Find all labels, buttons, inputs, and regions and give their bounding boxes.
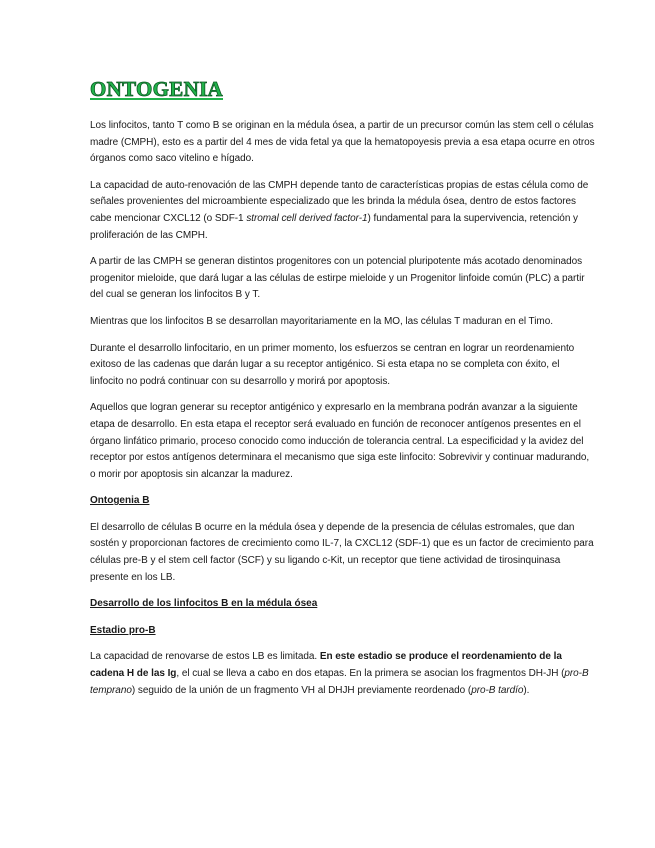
sdf1-term: stromal cell derived factor-1 [246,212,368,224]
paragraph-pro-b-text-2: , el cual se lleva a cabo en dos etapas. En la primera se asocian los fragmentos DH-JH ( [176,668,565,680]
section-heading-ontogenia-b: Ontogenia B [90,495,150,507]
paragraph-pro-b [90,649,595,699]
paragraph-self-renewal [90,178,595,244]
paragraph-pro-b-text-4: ). [523,684,530,696]
paragraph-progenitors: A partir de las CMPH se generan distintos progenitores con un potencial pluripotente más acotado denominados progenitor mieloide, que dará lugar a las células de estirpe mieloide y un Progenitor linfoide común (PLC) a partir del cual se generan los linfocitos B y T. [90,256,585,301]
paragraph-pro-b-text-3: ) seguido de la unión de un fragmento VH al DHJH previamente reordenado ( [131,684,472,696]
paragraph-self-renewal-text-1: La capacidad de auto-renovación de las CMPH depende tanto de características propias de estas célula como de señales provenientes del microambiente especializado que les brinda la médula ósea, dentro de estos factores cabe mencionar CXCL12 (o SDF-1 [90,179,589,224]
section-heading-b-bone-marrow: Desarrollo de los linfocitos B en la médula ósea [90,598,318,610]
section-heading-pro-b: Estadio pro-B [90,624,156,636]
pro-b-early-term: pro-B temprano [90,668,589,696]
paragraph-rearrangement: Durante el desarrollo linfocitario, en un primer momento, los esfuerzos se centran en lograr un reordenamiento exitoso de las cadenas que darán lugar a su receptor antigénico. Si esta etapa no se completa con éxito, el linfocito no podrá continuar con su desarrollo y morirá por apoptosis. [90,342,575,387]
paragraph-tolerance: Aquellos que logran generar su receptor antigénico y expresarlo en la membrana podrán avanzar a la siguiente etapa de desarrollo. En esta etapa el receptor será evaluado en función de reconocer antígenos presentes en el órgano linfático primario, proceso conocido como inducción de tolerancia central. La especificidad y la avidez del receptor por estos antígenos determinara el mecanismo que siga este linfocito: Sobrevivir y continuar madurando, o morir por apoptosis sin alcanzar la madurez. [90,402,590,480]
page-title: ONTOGENIA [90,77,224,101]
pro-b-late-term: pro-B tardío [471,684,524,696]
paragraph-b-development: El desarrollo de células B ocurre en la médula ósea y depende de la presencia de células estromales, que dan sostén y proporcionan factores de crecimiento como IL-7, la CXCL12 (SDF-1) que es un factor de crecimiento para células pre-B y el stem cell factor (SCF) y su ligando c-Kit, un receptor que tiene actividad de tirosinquinasa presente en los LB. [90,521,594,583]
paragraph-self-renewal-text-2: ) fundamental para la supervivencia, retención y proliferación de las CMPH. [90,212,579,241]
paragraph-origin: Los linfocitos, tanto T como B se originan en la médula ósea, a partir de un precursor común las stem cell o células madre (CMPH), esto es a partir del 4 mes de vida fetal ya que la hematopoyesis previa a esa etapa ocurre en otros órganos como saco vitelino e hígado. [90,120,595,165]
paragraph-maturation-sites: Mientras que los linfocitos B se desarrollan mayoritariamente en la MO, las células T maduran en el Timo. [90,315,553,327]
paragraph-pro-b-text-1: La capacidad de renovarse de estos LB es limitada. [90,651,320,663]
heavy-chain-emphasis: En este estadio se produce el reordenamiento de la cadena H de las Ig [90,651,562,680]
